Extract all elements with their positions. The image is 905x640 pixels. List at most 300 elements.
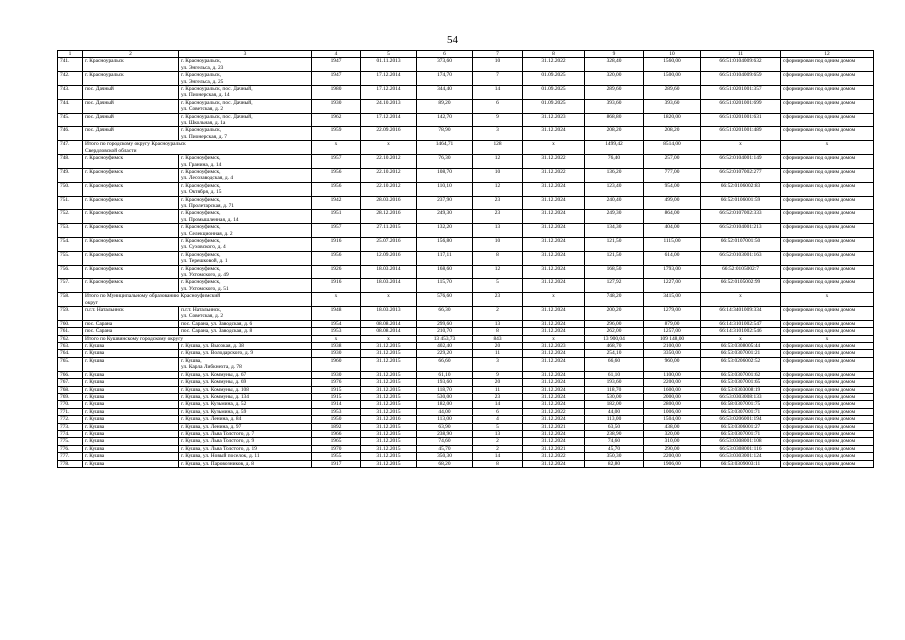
table-cell: г. Красноуфимск bbox=[83, 251, 179, 265]
table-cell: сформирован под одним домом bbox=[781, 350, 874, 357]
table-cell: 31.12.2015 bbox=[361, 438, 417, 445]
table-cell: 18.03.2014 bbox=[361, 265, 417, 279]
table-cell: 76,30 bbox=[417, 155, 473, 169]
table-cell: 8 bbox=[473, 328, 523, 335]
table-cell: 31.12.2024 bbox=[523, 127, 585, 141]
table-row bbox=[58, 168, 874, 182]
table-cell: 45,70 bbox=[417, 445, 473, 452]
table-cell: г. Кушва, ул. Ленина, д. 84 bbox=[179, 416, 312, 423]
table-row bbox=[58, 453, 874, 460]
table-cell: 31.12.2022 bbox=[523, 155, 585, 169]
table-cell: г. Кушва, ул. Карла Либкнехта, д. 78 bbox=[179, 357, 312, 371]
table-cell: 66:53:0307001:71 bbox=[701, 408, 781, 415]
table-cell: 762. bbox=[58, 335, 83, 342]
table-cell: 110,10 bbox=[417, 182, 473, 196]
table-cell: г. Кушва bbox=[83, 460, 179, 467]
table-cell: г. Кушва, ул. Коммуны, д. 67 bbox=[179, 371, 312, 378]
table-cell: 66:52:0107002:333 bbox=[701, 210, 781, 224]
table-cell: 17.12.2014 bbox=[361, 113, 417, 127]
table-cell: 1914 bbox=[312, 401, 361, 408]
table-cell: 1100,00 bbox=[644, 371, 701, 378]
table-cell: 74,60 bbox=[585, 438, 644, 445]
column-number: 7 bbox=[473, 51, 523, 58]
table-row bbox=[58, 307, 874, 321]
table-cell: 66:52:0105002:7 bbox=[701, 265, 781, 279]
table-cell: 10 bbox=[473, 237, 523, 251]
table-cell: сформирован под одним домом bbox=[781, 168, 874, 182]
column-number: 2 bbox=[83, 51, 179, 58]
table-cell: сформирован под одним домом bbox=[781, 86, 874, 100]
table-cell: 13 bbox=[473, 320, 523, 327]
column-number: 12 bbox=[781, 51, 874, 58]
table-cell: 182,00 bbox=[417, 401, 473, 408]
table-cell: 31.12.2024 bbox=[523, 265, 585, 279]
table-cell: 1926 bbox=[312, 265, 361, 279]
table-cell: 1948 bbox=[312, 307, 361, 321]
table-cell: 121,50 bbox=[585, 237, 644, 251]
table-cell: пос. Сарана bbox=[83, 328, 179, 335]
table-cell: пос. Дачный bbox=[83, 86, 179, 100]
table-cell: 752. bbox=[58, 210, 83, 224]
table-cell: 127,92 bbox=[585, 279, 644, 293]
table-cell: 438,00 bbox=[644, 423, 701, 430]
table-cell: 748. bbox=[58, 155, 83, 169]
table-row bbox=[58, 155, 874, 169]
table-cell: 66:52:0106001:59 bbox=[701, 196, 781, 210]
table-cell: 764. bbox=[58, 350, 83, 357]
table-cell: 238,90 bbox=[417, 430, 473, 437]
table-cell: х bbox=[312, 335, 361, 342]
table-cell: 350,30 bbox=[585, 453, 644, 460]
table-cell: г. Красноуфимск bbox=[83, 210, 179, 224]
column-number: 8 bbox=[523, 51, 585, 58]
table-cell: 25.07.2016 bbox=[361, 237, 417, 251]
table-cell: 01.09.2025 bbox=[523, 99, 585, 113]
table-cell: 1955 bbox=[312, 453, 361, 460]
table-cell: 44,00 bbox=[417, 408, 473, 415]
column-number-row bbox=[58, 51, 874, 58]
table-cell: 01.09.2025 bbox=[523, 86, 585, 100]
table-cell: 61,10 bbox=[585, 371, 644, 378]
table-cell: 2100,00 bbox=[644, 343, 701, 350]
table-row bbox=[58, 393, 874, 400]
table-cell: 761. bbox=[58, 328, 83, 335]
table-cell: 66:52:0107002:277 bbox=[701, 168, 781, 182]
table-cell: 142,70 bbox=[417, 113, 473, 127]
table-cell: г. Красноуральск, пос. Дачный, ул. Школьная, д. 1а bbox=[179, 113, 312, 127]
table-cell: 31.12.2024 bbox=[523, 401, 585, 408]
table-row bbox=[58, 196, 874, 210]
table-cell: 156,80 bbox=[417, 237, 473, 251]
table-cell: г. Красноуральск, ул. Пионерская, д. 7 bbox=[179, 127, 312, 141]
table-cell: 765. bbox=[58, 357, 83, 371]
table-cell: сформирован под одним домом bbox=[781, 343, 874, 350]
table-cell: 14 bbox=[473, 86, 523, 100]
table-cell: 773. bbox=[58, 423, 83, 430]
table-cell: 08.08.2014 bbox=[361, 328, 417, 335]
table-cell: х bbox=[361, 141, 417, 155]
table-row bbox=[58, 99, 874, 113]
table-cell: 238,90 bbox=[585, 430, 644, 437]
table-cell: 31.12.2024 bbox=[523, 196, 585, 210]
table-cell: г. Красноуфимск, ул. Селекционная, д. 2 bbox=[179, 224, 312, 238]
table-cell: 777,00 bbox=[644, 168, 701, 182]
table-cell: г. Красноуфимск, ул. Гранина, д. 14 bbox=[179, 155, 312, 169]
table-cell: 320,00 bbox=[585, 72, 644, 86]
table-cell: 31.12.2024 bbox=[523, 460, 585, 467]
table-cell: 168,50 bbox=[585, 265, 644, 279]
table-cell: г. Красноуфимск, ул. Лесозаводская, д. 4 bbox=[179, 168, 312, 182]
table-cell: пос. Сарана, ул. Заводская, д. 6 bbox=[179, 320, 312, 327]
table-cell: х bbox=[523, 141, 585, 155]
table-cell: г. Кушва, ул. Новый поселок, д. 11 bbox=[179, 453, 312, 460]
table-cell: 1956 bbox=[312, 168, 361, 182]
table-cell: сформирован под одним домом bbox=[781, 58, 874, 72]
table-cell: 1464,71 bbox=[417, 141, 473, 155]
table-cell: х bbox=[361, 335, 417, 342]
table-cell: 174,70 bbox=[417, 72, 473, 86]
table-cell: 31.12.2024 bbox=[523, 430, 585, 437]
table-cell: 1976 bbox=[312, 379, 361, 386]
table-cell: 31.12.2024 bbox=[523, 251, 585, 265]
table-cell: 31.12.2022 bbox=[523, 58, 585, 72]
table-cell: сформирован под одним домом bbox=[781, 379, 874, 386]
table-cell: 14 bbox=[473, 401, 523, 408]
table-row bbox=[58, 438, 874, 445]
table-cell: 2000,00 bbox=[644, 393, 701, 400]
table-cell: 1279,00 bbox=[644, 307, 701, 321]
table-row bbox=[58, 251, 874, 265]
table-cell: г. Красноуфимск, ул. Октября, д. 15 bbox=[179, 182, 312, 196]
table-row bbox=[58, 335, 874, 342]
table-cell: 755. bbox=[58, 251, 83, 265]
table-cell: г. Красноуральск, пос. Дачный, ул. Советская, д. 2 bbox=[179, 99, 312, 113]
table-cell: 66:14:3101002:546 bbox=[701, 328, 781, 335]
table-cell: 113,00 bbox=[417, 416, 473, 423]
table-row bbox=[58, 224, 874, 238]
table-cell: сформирован под одним домом bbox=[781, 371, 874, 378]
table-row bbox=[58, 430, 874, 437]
table-cell: 1916 bbox=[312, 279, 361, 293]
table-cell: 01.09.2025 bbox=[523, 72, 585, 86]
table-cell: 31.12.2024 bbox=[523, 182, 585, 196]
table-cell: 393,60 bbox=[585, 99, 644, 113]
table-cell: г. Кушва bbox=[83, 408, 179, 415]
table-cell: 31.12.2015 bbox=[361, 460, 417, 467]
table-row bbox=[58, 343, 874, 350]
table-cell: 1917 bbox=[312, 460, 361, 467]
table-cell: 31.12.2024 bbox=[523, 379, 585, 386]
table-cell: 1956 bbox=[312, 251, 361, 265]
table-cell: г. Красноуфимск, ул. Суховского, д. 4 bbox=[179, 237, 312, 251]
table-cell: 614,00 bbox=[644, 251, 701, 265]
table-cell: 117,11 bbox=[417, 251, 473, 265]
table-row bbox=[58, 265, 874, 279]
table-row bbox=[58, 113, 874, 127]
table-cell: 13 453,73 bbox=[417, 335, 473, 342]
table-cell: г. Красноуфимск, ул. Ухтомского, д. 49 bbox=[179, 265, 312, 279]
table-cell: сформирован под одним домом bbox=[781, 196, 874, 210]
table-cell: г. Красноуфимск, ул. Пролетарская, д. 71 bbox=[179, 196, 312, 210]
table-cell: 66:14:3401009:334 bbox=[701, 307, 781, 321]
table-cell: 12 bbox=[473, 155, 523, 169]
table-cell: 1938 bbox=[312, 343, 361, 350]
table-cell: 1980 bbox=[312, 86, 361, 100]
table-cell: 757. bbox=[58, 279, 83, 293]
table-cell: г. Кушва bbox=[83, 416, 179, 423]
table-cell: г. Кушва, ул. Коммуны, д. 69 bbox=[179, 379, 312, 386]
table-cell: сформирован под одним домом bbox=[781, 430, 874, 437]
table-cell: 31.12.2024 bbox=[523, 438, 585, 445]
table-cell: 249,30 bbox=[417, 210, 473, 224]
table-cell: 748,20 bbox=[585, 293, 644, 307]
table-cell: 774. bbox=[58, 430, 83, 437]
table-cell: 772. bbox=[58, 416, 83, 423]
table-cell: 1953 bbox=[312, 408, 361, 415]
table-cell: 9 bbox=[473, 113, 523, 127]
table-cell: 766. bbox=[58, 371, 83, 378]
table-cell: сформирован под одним домом bbox=[781, 320, 874, 327]
table-cell: 1954 bbox=[312, 320, 361, 327]
table-cell: 763. bbox=[58, 343, 83, 350]
table-cell: 6 bbox=[473, 99, 523, 113]
table-cell: 754. bbox=[58, 237, 83, 251]
table-cell: 2 bbox=[473, 438, 523, 445]
table-cell: 373,60 bbox=[417, 58, 473, 72]
table-cell: сформирован под одним домом bbox=[781, 445, 874, 452]
table-cell: 66:53:0307001:62 bbox=[701, 371, 781, 378]
table-cell: 31.12.2015 bbox=[361, 379, 417, 386]
table-cell: сформирован под одним домом bbox=[781, 210, 874, 224]
table-cell: 66:53:0308005:44 bbox=[701, 343, 781, 350]
table-cell: 118,70 bbox=[585, 386, 644, 393]
column-number: 4 bbox=[312, 51, 361, 58]
table-cell: 23 bbox=[473, 393, 523, 400]
table-cell: г. Кушва bbox=[83, 350, 179, 357]
table-row bbox=[58, 379, 874, 386]
table-cell: 66,60 bbox=[585, 357, 644, 371]
table-cell: 31.12.2022 bbox=[523, 408, 585, 415]
table-cell: 66:51:0201001:699 bbox=[701, 99, 781, 113]
table-cell: 31.12.2024 bbox=[523, 279, 585, 293]
table-cell: 257,00 bbox=[644, 155, 701, 169]
table-cell: 954,00 bbox=[644, 182, 701, 196]
table-cell: 31.12.2015 bbox=[361, 357, 417, 371]
table-cell: 66:51:0201001:631 bbox=[701, 113, 781, 127]
table-row bbox=[58, 72, 874, 86]
table-cell: 66:53:0303001:124 bbox=[701, 453, 781, 460]
table-cell: 499,00 bbox=[644, 196, 701, 210]
table-cell: 22.10.2012 bbox=[361, 182, 417, 196]
table-cell: 208,20 bbox=[585, 127, 644, 141]
table-cell: 31.12.2015 bbox=[361, 350, 417, 357]
table-cell: 771. bbox=[58, 408, 83, 415]
table-cell: 756. bbox=[58, 265, 83, 279]
table-cell: 1499,42 bbox=[585, 141, 644, 155]
table-cell: 28.12.2016 bbox=[361, 210, 417, 224]
table-cell: сформирован под одним домом bbox=[781, 237, 874, 251]
table-cell: 82,80 bbox=[585, 460, 644, 467]
table-cell: 960,00 bbox=[644, 357, 701, 371]
table-cell: 31.12.2015 bbox=[361, 371, 417, 378]
table-cell: 22.10.2012 bbox=[361, 168, 417, 182]
table-cell: г. Красноуфимск bbox=[83, 196, 179, 210]
table-cell: 18.03.2013 bbox=[361, 307, 417, 321]
table-cell: 13 bbox=[473, 430, 523, 437]
table-cell: 11 bbox=[473, 386, 523, 393]
table-cell: 1951 bbox=[312, 210, 361, 224]
table-row bbox=[58, 445, 874, 452]
table-cell: 1930 bbox=[312, 350, 361, 357]
table-cell: г. Кушва bbox=[83, 401, 179, 408]
table-cell: 262,00 bbox=[585, 328, 644, 335]
table-cell: 45,70 bbox=[585, 445, 644, 452]
table-cell: 31.12.2023 bbox=[523, 113, 585, 127]
table-cell: г. Красноуфимск, ул. Промышленная, д. 14 bbox=[179, 210, 312, 224]
table-cell: 118,70 bbox=[417, 386, 473, 393]
table-row bbox=[58, 210, 874, 224]
table-cell: 66:51:0201001:357 bbox=[701, 86, 781, 100]
table-cell: сформирован под одним домом bbox=[781, 279, 874, 293]
table-cell: 01.11.2013 bbox=[361, 58, 417, 72]
table-cell: 66:52:0104001:213 bbox=[701, 224, 781, 238]
table-cell: сформирован под одним домом bbox=[781, 453, 874, 460]
table-cell: 31.12.2015 bbox=[361, 445, 417, 452]
table-cell: сформирован под одним домом bbox=[781, 328, 874, 335]
table-cell: 747. bbox=[58, 141, 83, 155]
table-cell: сформирован под одним домом bbox=[781, 307, 874, 321]
table-cell: г. Кушва, ул. Льва Толстого, д. 7 bbox=[179, 430, 312, 437]
table-cell: 20 bbox=[473, 379, 523, 386]
table-cell: 66:51:0201001:489 bbox=[701, 127, 781, 141]
table-cell: г. Красноуфимск bbox=[83, 279, 179, 293]
table-cell: 8 bbox=[473, 251, 523, 265]
table-cell: 31.12.2024 bbox=[523, 237, 585, 251]
table-cell: 749. bbox=[58, 168, 83, 182]
table-cell: 31.12.2015 bbox=[361, 343, 417, 350]
table-cell: п.г.т. Натальинск bbox=[83, 307, 179, 321]
table-cell: 8514,00 bbox=[644, 141, 701, 155]
table-cell: 1965 bbox=[312, 438, 361, 445]
table-cell: 1957 bbox=[312, 155, 361, 169]
table-cell: 402,40 bbox=[417, 343, 473, 350]
table-cell: г. Кушва bbox=[83, 445, 179, 452]
table-cell: х bbox=[361, 293, 417, 307]
table-row bbox=[58, 371, 874, 378]
table-cell: 237,90 bbox=[417, 196, 473, 210]
table-cell: 31.12.2016 bbox=[361, 416, 417, 423]
table-cell: г. Кушва bbox=[83, 430, 179, 437]
table-cell: 66:53:0206002:52 bbox=[701, 357, 781, 371]
table-cell: 66,60 bbox=[417, 357, 473, 371]
table-cell: 5 bbox=[473, 423, 523, 430]
table-cell: 328,40 bbox=[585, 58, 644, 72]
table-row bbox=[58, 350, 874, 357]
table-cell: 1947 bbox=[312, 72, 361, 86]
table-cell: 1960 bbox=[312, 357, 361, 371]
table-row bbox=[58, 401, 874, 408]
table-cell: 1915 bbox=[312, 393, 361, 400]
table-cell: 168,60 bbox=[417, 265, 473, 279]
column-number: 1 bbox=[58, 51, 83, 58]
table-cell: г. Красноуральск, ул. Энгельса, д. 25 bbox=[179, 72, 312, 86]
table-cell: 200,20 bbox=[585, 307, 644, 321]
table-cell: 66:53:0308001:116 bbox=[701, 445, 781, 452]
table-cell: 4 bbox=[473, 416, 523, 423]
table-cell: 769. bbox=[58, 393, 83, 400]
table-cell: г. Кушва bbox=[83, 379, 179, 386]
table-cell: 1257,00 bbox=[644, 328, 701, 335]
table-cell: 1959 bbox=[312, 127, 361, 141]
table-cell: сформирован под одним домом bbox=[781, 224, 874, 238]
table-cell: 1970 bbox=[312, 445, 361, 452]
table-cell: 743. bbox=[58, 86, 83, 100]
table-cell: сформирован под одним домом bbox=[781, 251, 874, 265]
table-cell: г. Кушва bbox=[83, 438, 179, 445]
table-cell: сформирован под одним домом bbox=[781, 99, 874, 113]
table-cell: 1560,00 bbox=[644, 58, 701, 72]
table-cell: сформирован под одним домом bbox=[781, 182, 874, 196]
table-row bbox=[58, 293, 874, 307]
table-cell: 31.12.2024 bbox=[523, 393, 585, 400]
table-cell: 66:53:0306001:27 bbox=[701, 423, 781, 430]
table-cell: 8 bbox=[473, 460, 523, 467]
table-cell: 66:14:3101002:547 bbox=[701, 320, 781, 327]
table-cell: 751. bbox=[58, 196, 83, 210]
table-cell: 193,60 bbox=[585, 379, 644, 386]
table-cell: 89,20 bbox=[417, 99, 473, 113]
table-cell: 770. bbox=[58, 401, 83, 408]
table-cell: 12 bbox=[473, 182, 523, 196]
table-cell: 182,00 bbox=[585, 401, 644, 408]
table-cell: х bbox=[312, 293, 361, 307]
table-cell: г. Кушва, ул. Коммуны, д. 134 bbox=[179, 393, 312, 400]
table-row bbox=[58, 408, 874, 415]
column-number: 6 bbox=[417, 51, 473, 58]
table-cell: 249,30 bbox=[585, 210, 644, 224]
table-cell: 2200,00 bbox=[644, 453, 701, 460]
table-cell: 31.12.2015 bbox=[361, 408, 417, 415]
table-cell: 128 bbox=[473, 141, 523, 155]
table-cell: 17.12.2014 bbox=[361, 72, 417, 86]
table-cell: сформирован под одним домом bbox=[781, 127, 874, 141]
table-cell: г. Кушва bbox=[83, 357, 179, 371]
table-cell: 1916 bbox=[312, 237, 361, 251]
table-cell: 393,60 bbox=[644, 99, 701, 113]
table-cell: 1793,00 bbox=[644, 265, 701, 279]
table-cell: 1930 bbox=[312, 99, 361, 113]
table-cell: х bbox=[701, 293, 781, 307]
table-cell: х bbox=[312, 141, 361, 155]
table-cell: 1962 bbox=[312, 113, 361, 127]
table-cell: 66:52:0107001:50 bbox=[701, 237, 781, 251]
table-cell: г. Кушва bbox=[83, 371, 179, 378]
column-number: 11 bbox=[701, 51, 781, 58]
table-cell: 6 bbox=[473, 408, 523, 415]
table-cell: 350,30 bbox=[417, 453, 473, 460]
table-cell: 2 bbox=[473, 445, 523, 452]
table-cell: 13 bbox=[473, 224, 523, 238]
table-cell: г. Кушва, ул. Льва Толстого, д. 9 bbox=[179, 438, 312, 445]
table-cell: 289,60 bbox=[644, 86, 701, 100]
table-cell: 113,00 bbox=[585, 416, 644, 423]
table-cell: 28.03.2016 bbox=[361, 196, 417, 210]
table-cell: 530,00 bbox=[585, 393, 644, 400]
table-cell: 31.12.2024 bbox=[523, 416, 585, 423]
table-cell: 31.12.2023 bbox=[523, 343, 585, 350]
table-cell: 759. bbox=[58, 307, 83, 321]
table-cell: 66:53:0303008:133 bbox=[701, 393, 781, 400]
